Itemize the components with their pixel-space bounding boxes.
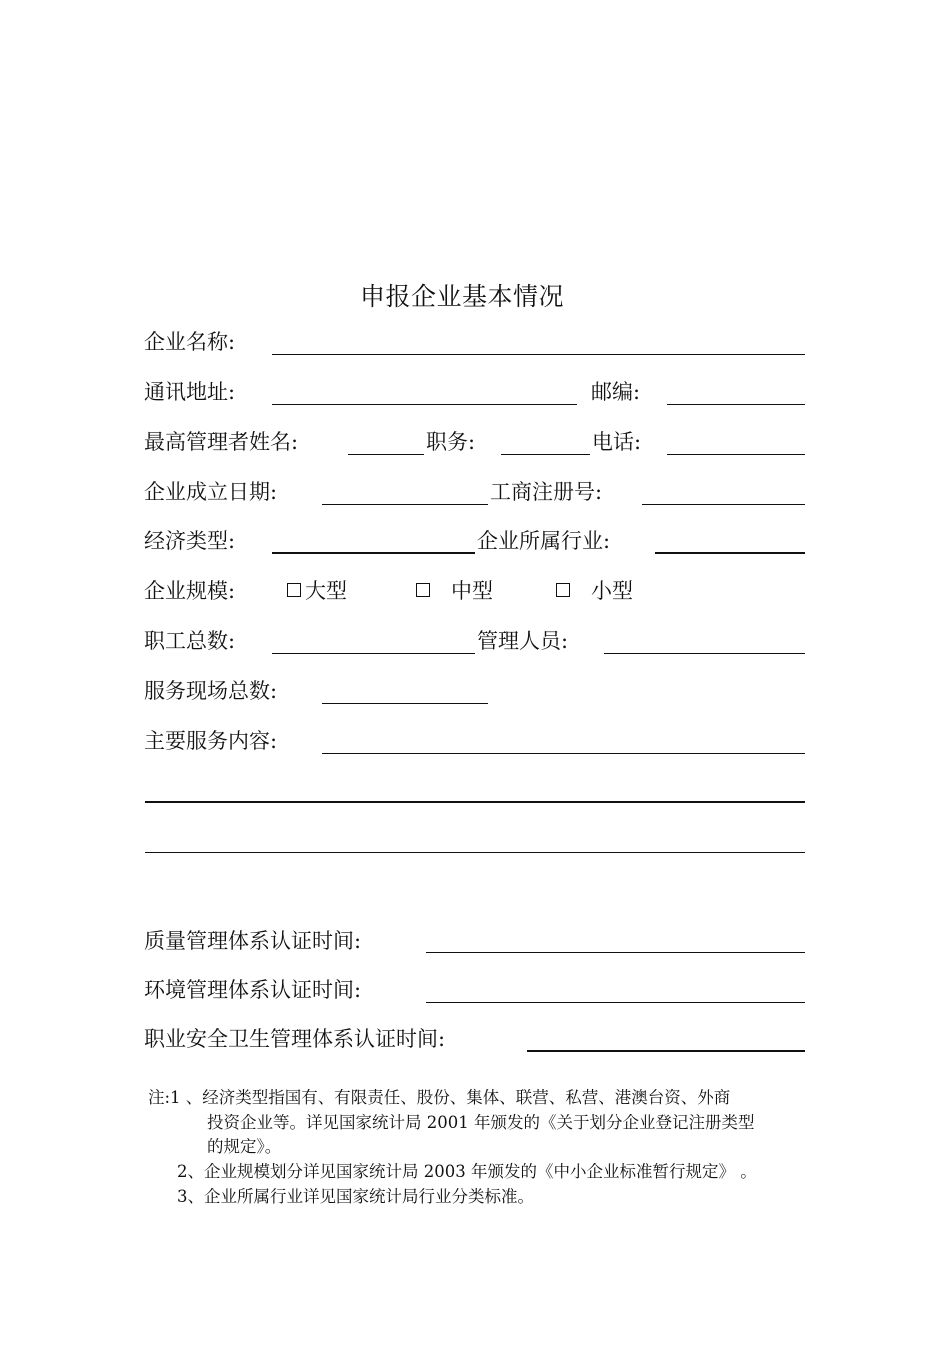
scale-medium-checkbox[interactable] [416,583,430,597]
scale-medium-label: 中型 [451,579,493,603]
founded-date-field[interactable] [322,504,488,505]
industry-label: 企业所属行业: [477,529,611,553]
service-sites-label: 服务现场总数: [144,679,278,703]
economic-type-label: 经济类型: [144,529,236,553]
founded-date-label: 企业成立日期: [144,480,278,504]
management-staff-label: 管理人员: [477,629,569,653]
env-cert-field[interactable] [426,1002,805,1003]
registration-no-field[interactable] [642,504,805,505]
main-services-label: 主要服务内容: [144,729,278,753]
env-cert-label: 环境管理体系认证时间: [144,978,362,1002]
note-1-line-2: 投资企业等。详见国家统计局 2001 年颁发的《关于划分企业登记注册类型 [207,1113,755,1132]
phone-label: 电话: [592,430,642,454]
ohs-cert-field[interactable] [527,1050,805,1052]
management-staff-field[interactable] [604,653,805,654]
address-label: 通讯地址: [144,380,236,404]
main-services-field-1[interactable] [322,753,805,754]
postcode-field[interactable] [667,404,805,405]
postcode-label: 邮编: [591,380,641,404]
manager-name-label: 最高管理者姓名: [144,430,299,454]
note-3: 3、企业所属行业详见国家统计局行业分类标准。 [177,1187,534,1206]
main-services-field-3[interactable] [145,852,805,853]
scale-small-label: 小型 [591,579,633,603]
staff-total-label: 职工总数: [144,629,236,653]
quality-cert-label: 质量管理体系认证时间: [144,929,362,953]
staff-total-field[interactable] [272,653,475,654]
quality-cert-field[interactable] [426,952,805,953]
service-sites-field[interactable] [322,703,488,704]
position-label: 职务: [426,430,476,454]
company-name-label: 企业名称: [144,330,236,354]
registration-no-label: 工商注册号: [490,480,603,504]
address-field[interactable] [272,404,577,405]
manager-name-field[interactable] [348,454,424,455]
economic-type-field[interactable] [272,552,475,554]
position-field[interactable] [501,454,590,455]
industry-field[interactable] [655,552,805,554]
ohs-cert-label: 职业安全卫生管理体系认证时间: [144,1027,446,1051]
scale-large-checkbox[interactable] [287,583,301,597]
phone-field[interactable] [667,454,805,455]
company-name-field[interactable] [272,354,805,355]
page-title: 申报企业基本情况 [360,282,565,311]
scale-label: 企业规模: [144,579,236,603]
note-1-line-1: 注:1 、经济类型指国有、有限责任、股份、集体、联营、私营、港澳台资、外商 [148,1088,731,1107]
scale-large-label: 大型 [305,579,347,603]
note-1-line-3: 的规定》。 [207,1137,282,1156]
main-services-field-2[interactable] [145,801,805,803]
scale-small-checkbox[interactable] [556,583,570,597]
note-2: 2、企业规模划分详见国家统计局 2003 年颁发的《中小企业标准暂行规定》 。 [177,1162,757,1181]
